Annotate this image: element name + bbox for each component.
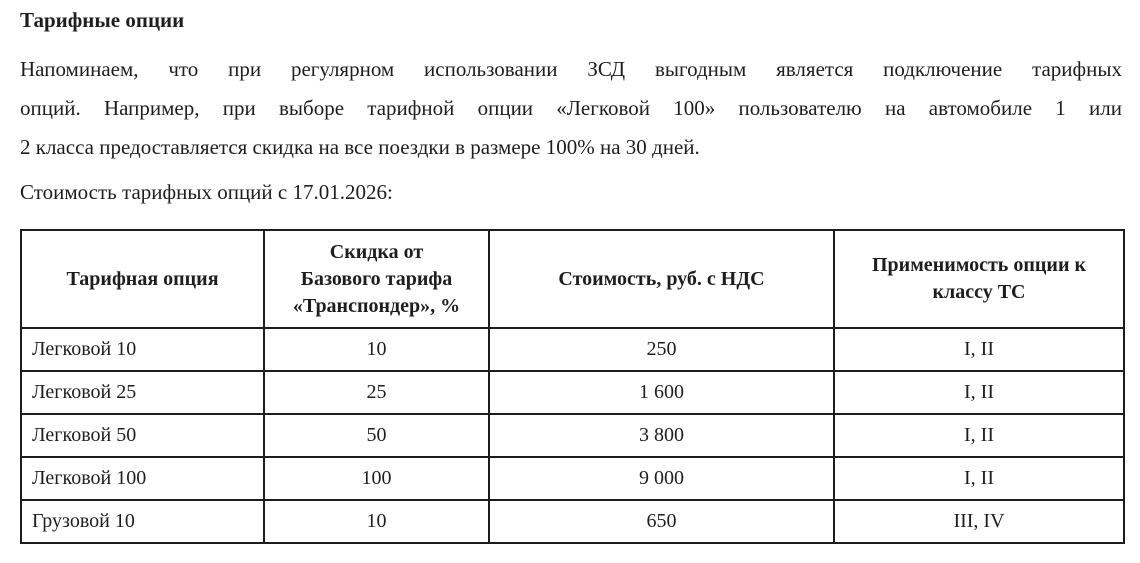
header-line: Тарифная опция xyxy=(66,267,219,290)
cell-option-name: Легковой 50 xyxy=(21,414,264,457)
header-line: классу ТС xyxy=(932,281,1026,303)
table-row xyxy=(21,414,1124,457)
table-row xyxy=(21,371,1124,414)
paragraph-line: Напоминаем, что при регулярном использовании ЗСД выгодным является подключение тарифных xyxy=(20,57,1122,81)
paragraph-line: опций. Например, при выборе тарифной опции «Легковой 100» пользователю на автомобиле 1 или xyxy=(20,96,1122,120)
table-row xyxy=(21,457,1124,500)
cell-discount: 10 xyxy=(264,328,489,371)
tariff-options-table xyxy=(20,229,1125,544)
table-caption: Стоимость тарифных опций с 17.01.2026: xyxy=(20,180,393,204)
cell-option-name: Легковой 10 xyxy=(21,328,264,371)
table-row xyxy=(21,500,1124,543)
cell-price: 250 xyxy=(489,328,834,371)
header-line: Скидка от xyxy=(329,240,424,263)
cell-vehicle-class: I, II xyxy=(834,371,1124,414)
header-line: Базового тарифа xyxy=(300,267,453,290)
cell-vehicle-class: III, IV xyxy=(834,500,1124,543)
table-header-row xyxy=(21,230,1124,328)
cell-price: 3 800 xyxy=(489,414,834,457)
intro-paragraph xyxy=(20,50,1122,167)
column-header-option xyxy=(21,230,264,328)
cell-discount: 10 xyxy=(264,500,489,543)
cell-option-name: Легковой 100 xyxy=(21,457,264,500)
page-title: Тарифные опции xyxy=(20,8,185,32)
table-row xyxy=(21,328,1124,371)
cell-discount: 50 xyxy=(264,414,489,457)
cell-vehicle-class: I, II xyxy=(834,328,1124,371)
column-header-vehicle-class xyxy=(834,230,1124,328)
cell-vehicle-class: I, II xyxy=(834,414,1124,457)
cell-discount: 25 xyxy=(264,371,489,414)
cell-discount: 100 xyxy=(264,457,489,500)
paragraph-line: 2 класса предоставляется скидка на все поездки в размере 100% на 30 дней. xyxy=(20,135,700,159)
cell-price: 9 000 xyxy=(489,457,834,500)
header-line: «Транспондер», % xyxy=(292,294,461,317)
cell-price: 1 600 xyxy=(489,371,834,414)
header-line: Применимость опции к xyxy=(871,254,1086,276)
cell-vehicle-class: I, II xyxy=(834,457,1124,500)
header-line: Стоимость, руб. с НДС xyxy=(558,267,765,290)
cell-option-name: Легковой 25 xyxy=(21,371,264,414)
column-header-discount xyxy=(264,230,489,328)
column-header-price xyxy=(489,230,834,328)
cell-option-name: Грузовой 10 xyxy=(21,500,264,543)
cell-price: 650 xyxy=(489,500,834,543)
